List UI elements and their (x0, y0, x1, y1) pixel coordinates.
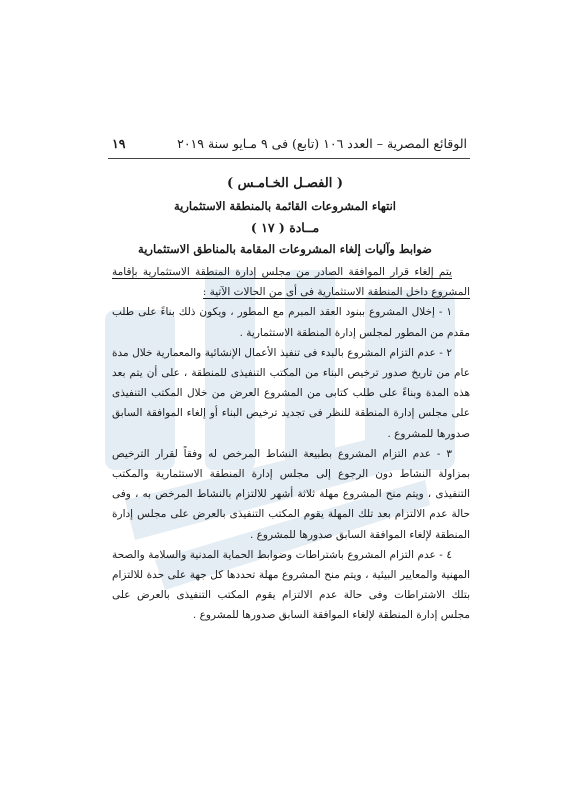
intro-text: يتم إلغاء قرار الموافقة الصادر من مجلس إدارة المنطقة الاستثمارية بإقامة المشروع داخل المنطقة الاستثمارية فى أى من الحالات الآتية : (112, 266, 470, 299)
article-body (112, 262, 470, 626)
clause-1: ١ - إخلال المشروع ببنود العقد المبرم مع المطور ، ويكون ذلك بناءً على طلب مقدم من المطور لمجلس إدارة المنطقة الاستثمارية . (112, 306, 470, 339)
article-heading: ضوابط وآليات إلغاء المشروعات المقامة بالمناطق الاستثمارية (138, 242, 432, 256)
running-header (112, 136, 467, 158)
header-divider (108, 158, 470, 159)
clause-2: ٢ - عدم التزام المشروع بالبدء فى تنفيذ الأعمال الإنشائية والمعمارية خلال مدة عام من تاريخ صدور ترخيص البناء من المكتب التنفيذى للمنطقة ، على أن يتم بعد هذه المدة وبناءً على طلب كتابى من المشروع العرض من خلال المكتب التنفيذى على مجلس إدارة المنطقة للنظر فى تجديد ترخيص البناء أو إلغاء الموافقة السابق صدورها للمشروع . (112, 346, 470, 440)
clause-3: ٣ - عدم التزام المشروع بطبيعة النشاط المرخص له وفقاً لقرار الترخيص بمزاولة النشاط دون الرجوع إلى مجلس إدارة المنطقة الاستثمارية والمكتب التنفيذى ، ويتم منح المشروع مهلة ثلاثة أشهر للالتزام بالنشاط المرخص به ، وفى حالة عدم الالتزام بعد تلك المهلة يقوم المكتب التنفيذى بالعرض على مجلس إدارة المنطقة لإلغاء الموافقة السابق صدورها للمشروع . (112, 447, 470, 541)
page-number: ١٩ (112, 136, 126, 151)
article-number: مــادة ( ١٧ ) (250, 220, 320, 235)
chapter-title: ( الفصـل الخـامـس ) (226, 176, 344, 191)
chapter-subtitle: انتهاء المشروعات القائمة بالمنطقة الاستثمارية (174, 199, 396, 213)
clause-4: ٤ - عدم التزام المشروع باشتراطات وضوابط الحماية المدنية والسلامة والصحة المهنية والمعايير البيئية ، ويتم منح المشروع مهلة تحددها كل جهة على حدة للالتزام بتلك الاشتراطات وفى حالة عدم الالتزام يقوم المكتب التنفيذى بالعرض على مجلس إدارة المنطقة لإلغاء الموافقة السابق صدورها للمشروع . (112, 548, 470, 622)
header-title: الوقائع المصرية – العدد ١٠٦ (تابع) فى ٩ مـايو سنة ٢٠١٩ (177, 136, 467, 151)
intro-paragraph (112, 262, 470, 302)
